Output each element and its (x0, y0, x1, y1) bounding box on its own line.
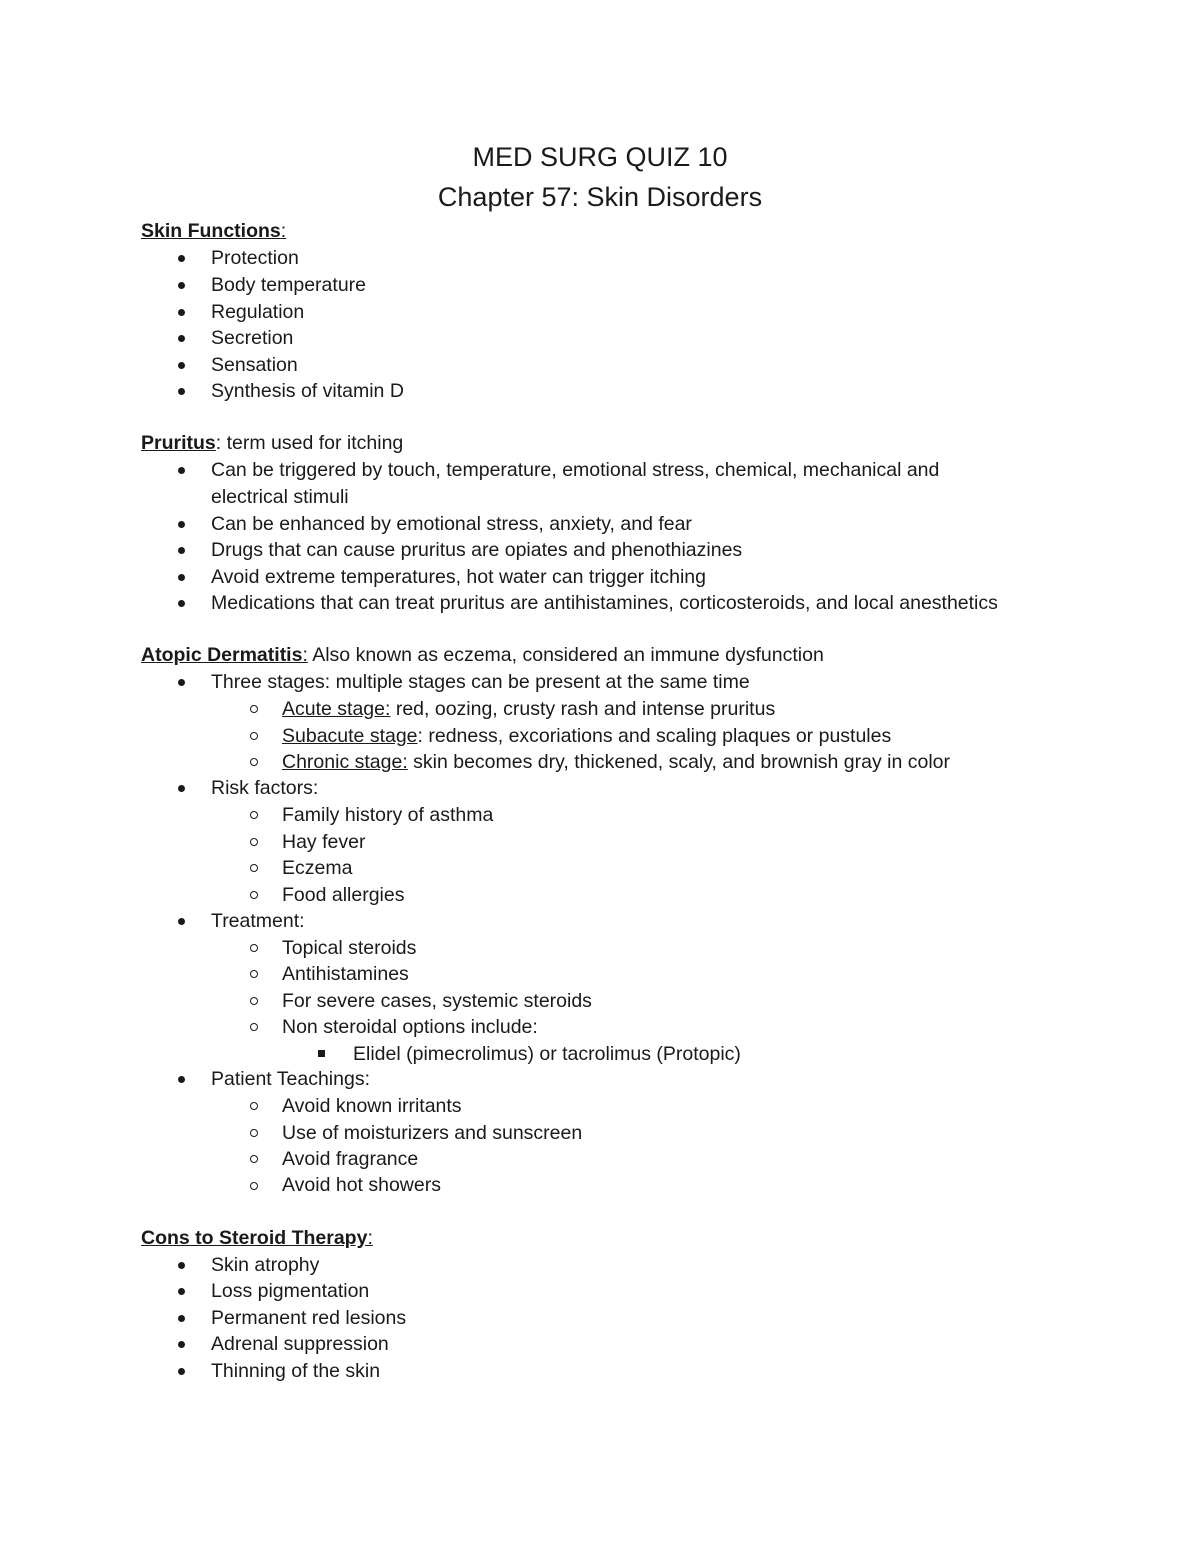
sub-list-item: Family history of asthma (282, 804, 494, 826)
circle-bullet-icon (250, 705, 258, 713)
bullet-icon (178, 679, 185, 686)
bullet-icon (178, 335, 185, 342)
sub-list-item: Acute stage: red, oozing, crusty rash and intense pruritus (282, 698, 776, 720)
sub-list-item: For severe cases, systemic steroids (282, 990, 592, 1012)
list-item-continuation: electrical stimuli (211, 486, 349, 508)
list-item: Adrenal suppression (211, 1333, 389, 1355)
list-item: Body temperature (211, 274, 367, 296)
sub-list-item: Food allergies (282, 884, 405, 906)
bullet-icon (178, 467, 185, 474)
sub-list-item: Avoid fragrance (282, 1148, 419, 1170)
list-item: Patient Teachings: (211, 1068, 370, 1090)
circle-bullet-icon (250, 944, 258, 952)
bullet-icon (178, 1315, 185, 1322)
sub-sub-list-item: Elidel (pimecrolimus) or tacrolimus (Protopic) (353, 1043, 741, 1065)
circle-bullet-icon (250, 732, 258, 740)
list-item: Risk factors: (211, 777, 319, 799)
sub-list-item: Antihistamines (282, 963, 409, 985)
sub-list-item: Use of moisturizers and sunscreen (282, 1122, 583, 1144)
bullet-icon (178, 255, 185, 262)
list-item: Secretion (211, 327, 294, 349)
sub-list-item: Subacute stage: redness, excoriations and scaling plaques or pustules (282, 725, 892, 747)
bullet-icon (178, 1341, 185, 1348)
list-item: Treatment: (211, 910, 305, 932)
bullet-icon (178, 362, 185, 369)
page-subtitle: Chapter 57: Skin Disorders (437, 182, 763, 212)
bullet-icon (178, 785, 185, 792)
bullet-icon (178, 282, 185, 289)
sub-list-item: Avoid known irritants (282, 1095, 462, 1117)
circle-bullet-icon (250, 758, 258, 766)
list-item: Three stages: multiple stages can be present at the same time (211, 671, 750, 693)
circle-bullet-icon (250, 997, 258, 1005)
circle-bullet-icon (250, 1102, 258, 1110)
list-item: Regulation (211, 301, 305, 323)
circle-bullet-icon (250, 811, 258, 819)
list-item: Medications that can treat pruritus are antihistamines, corticosteroids, and local anesthetics (211, 592, 998, 614)
list-item: Synthesis of vitamin D (211, 380, 404, 402)
sub-list-item: Chronic stage: skin becomes dry, thickened, scaly, and brownish gray in color (282, 751, 951, 773)
circle-bullet-icon (250, 838, 258, 846)
sub-list-item: Topical steroids (282, 937, 417, 959)
list-item: Loss pigmentation (211, 1280, 370, 1302)
bullet-icon (178, 309, 185, 316)
bullet-icon (178, 1288, 185, 1295)
page-title: MED SURG QUIZ 10 (472, 142, 728, 172)
section-heading-atopic-dermatitis: Atopic Dermatitis: Also known as eczema, considered an immune dysfunction (141, 644, 824, 666)
bullet-icon (178, 1076, 185, 1083)
list-item: Thinning of the skin (211, 1360, 381, 1382)
circle-bullet-icon (250, 864, 258, 872)
circle-bullet-icon (250, 1129, 258, 1137)
bullet-icon (178, 521, 185, 528)
bullet-icon (178, 547, 185, 554)
bullet-icon (178, 918, 185, 925)
section-heading-cons-steroid-therapy: Cons to Steroid Therapy: (141, 1227, 373, 1249)
bullet-icon (178, 600, 185, 607)
bullet-icon (178, 1368, 185, 1375)
list-item: Skin atrophy (211, 1254, 320, 1276)
bullet-icon (178, 574, 185, 581)
square-bullet-icon (318, 1050, 325, 1057)
list-item: Permanent red lesions (211, 1307, 407, 1329)
list-item: Drugs that can cause pruritus are opiates and phenothiazines (211, 539, 743, 561)
bullet-icon (178, 1262, 185, 1269)
circle-bullet-icon (250, 1023, 258, 1031)
circle-bullet-icon (250, 970, 258, 978)
circle-bullet-icon (250, 1155, 258, 1163)
sub-list-item: Avoid hot showers (282, 1174, 441, 1196)
sub-list-item: Non steroidal options include: (282, 1016, 538, 1038)
list-item: Avoid extreme temperatures, hot water can trigger itching (211, 566, 706, 588)
sub-list-item: Hay fever (282, 831, 366, 853)
circle-bullet-icon (250, 891, 258, 899)
list-item: Can be triggered by touch, temperature, emotional stress, chemical, mechanical and (211, 459, 940, 481)
list-item: Can be enhanced by emotional stress, anxiety, and fear (211, 513, 692, 535)
bullet-icon (178, 388, 185, 395)
circle-bullet-icon (250, 1182, 258, 1190)
sub-list-item: Eczema (282, 857, 353, 879)
list-item: Sensation (211, 354, 298, 376)
section-heading-pruritus: Pruritus: term used for itching (141, 432, 404, 454)
list-item: Protection (211, 247, 299, 269)
section-heading-skin-functions: Skin Functions: (141, 220, 287, 242)
